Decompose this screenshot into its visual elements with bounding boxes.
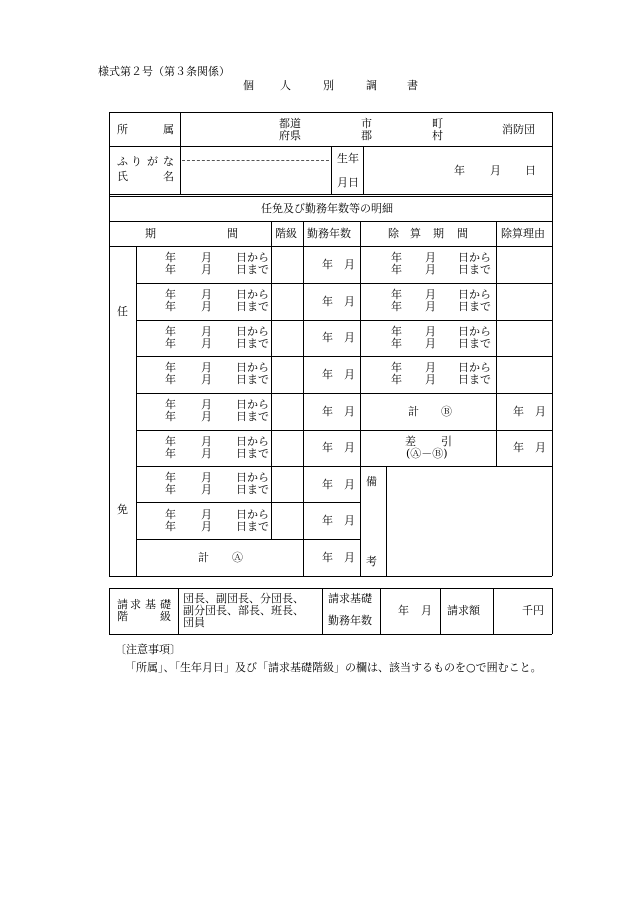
header-period-2: 間 [227,227,238,240]
furigana-1: ふ [117,155,128,168]
header-excl-3: 期 [433,227,444,240]
detail-heading: 任免及び勤務年数等の明細 [261,202,393,215]
notes-heading: 〔注意事項〕 [115,643,181,656]
header-years: 勤務年数 [307,227,351,240]
claim-year: 年 [398,604,409,617]
shimei-1: 氏 [117,170,128,183]
notes-text: 「所属」、「生年月日」及び「請求基礎階級」の欄は、該当するものを○で囲むこと。 [125,661,542,674]
basis-rank-1c: 基 [145,598,156,611]
rank-options-2: 副分団長、部長、班長、 [183,604,304,617]
basis-rank-2a: 階 [117,610,128,623]
remarks-label-2: 考 [366,555,377,568]
furigana-4: な [163,155,174,168]
form-number: 様式第２号（第３条関係） [98,65,230,78]
side-label-nin: 任 [117,305,128,318]
prefecture-fu-ken: 府県 [279,129,301,142]
affiliation-label-2: 属 [163,123,174,136]
furigana-2: り [131,155,142,168]
side-label-men: 免 [117,503,128,516]
village-son: 村 [432,129,443,142]
county-gun: 郡 [361,129,372,142]
birth-label-1: 生年 [337,152,359,165]
header-excl-reason: 除算理由 [501,227,545,240]
header-excl-1: 除 [388,227,399,240]
city-shi: 市 [361,117,372,130]
basis-rank-1d: 礎 [160,598,171,611]
basis-rank-1b: 求 [130,598,141,611]
fire-corps-label: 消防団 [502,123,535,136]
header-rank: 階級 [275,227,297,240]
basis-rank-1a: 請 [117,598,128,611]
affiliation-label-1: 所 [117,123,128,136]
rank-options-3: 団員 [183,616,205,629]
basis-years-2: 勤務年数 [328,614,372,627]
header-excl-4: 間 [457,227,468,240]
furigana-3: が [147,155,158,168]
page: 様式第２号（第３条関係） 個 人 別 調 書 所 属 都道 府県 市 郡 町 村 消防団 ふ り が な 氏 名 生年 月日 年 月 日 任免及び勤務年数等の明細 期 間 階級 勤務年数 除 算 期 間 除算理由 任 免 年 月 日から 年 月 日まで 年 月 年 月 日から 年 月 日まで 年 月 年 月 日から 年 月 日まで 年 月 年 月 日から 年 月 日まで 年 月 年 月 日から 年 月 日まで 年 月 年 月 日から 年 月 日まで 年 月 年 月 日から 年 月 日まで 年 月 年 月 日から 年 月 日まで 年 月 計 Ⓐ 年 月 年 月 日から 年 月 日まで 年 月 日から 年 月 日まで 年 月 日から 年 月 日まで 年 月 日から 年 月 日まで 計 Ⓑ 年 月 差 引 (Ⓐ－Ⓑ) 年 月 備 考 請 求 基 礎 階 級 団長、副団長、分団長、 副分団長、部長、班長、 団員 請求基礎 勤務年数 年 月 請求額 千円 〔注意事項〕 「所属」、「生年月日」及び「請求基礎階級」の欄は、該当するものを○で囲むこと。 [0,0,630,903]
birth-day: 日 [525,164,536,177]
header-period-1: 期 [145,227,156,240]
shimei-2: 名 [163,170,174,183]
claim-month: 月 [421,604,432,617]
basis-years-1: 請求基礎 [328,592,372,605]
remarks-label-1: 備 [366,475,377,488]
claim-amount-unit: 千円 [522,604,544,617]
basis-rank-2b: 級 [160,610,171,623]
birth-year: 年 [454,164,465,177]
header-excl-2: 算 [410,227,421,240]
rank-options-1: 団長、副団長、分団長、 [183,592,304,605]
birth-month: 月 [490,164,501,177]
town-cho: 町 [432,117,443,130]
prefecture-to-do: 都道 [279,117,301,130]
birth-label-2: 月日 [337,176,359,189]
claim-amount-label: 請求額 [447,604,480,617]
